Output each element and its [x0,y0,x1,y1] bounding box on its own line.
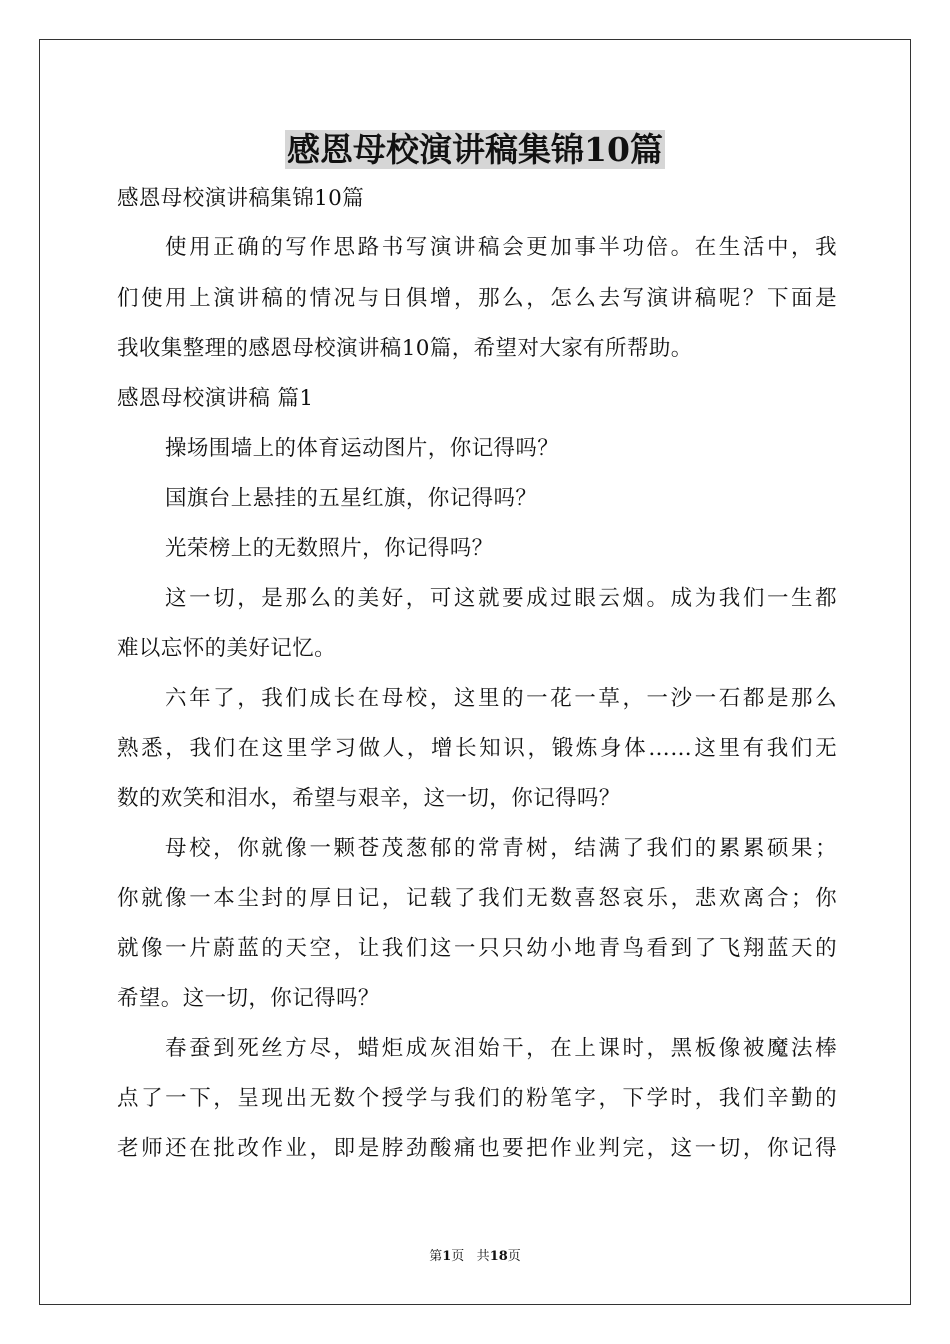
text-line: 难以忘怀的美好记忆。 [117,636,337,661]
footer-total-number: 18 [489,1249,508,1264]
footer-page-prefix: 第 [429,1249,443,1264]
page-footer [0,1248,950,1266]
footer-total-suffix: 页 [507,1249,521,1264]
text-line: 数的欢笑和泪水，希望与艰辛，这一切，你记得吗？ [117,786,621,811]
footer-page-suffix: 页 [451,1249,465,1264]
text-line: 春蚕到死丝方尽，蜡炬成灰泪始干，在上课时，黑板像被魔法棒 [165,1036,837,1061]
text-line: 感恩母校演讲稿 篇1 [117,386,314,411]
text-line: 老师还在批改作业，即是脖劲酸痛也要把作业判完，这一切，你记得 [117,1136,837,1161]
text-line: 就像一片蔚蓝的天空，让我们这一只只幼小地青鸟看到了飞翔蓝天的 [117,936,837,961]
text-line: 母校，你就像一颗苍茂葱郁的常青树，结满了我们的累累硕果； [165,836,837,861]
text-line: 熟悉，我们在这里学习做人，增长知识，锻炼身体……这里有我们无 [117,736,837,761]
text-line: 操场围墙上的体育运动图片，你记得吗？ [165,436,560,461]
text-line: 你就像一本尘封的厚日记，记载了我们无数喜怒哀乐，悲欢离合；你 [117,886,837,911]
text-line: 光荣榜上的无数照片，你记得吗？ [165,536,494,561]
text-line: 我收集整理的感恩母校演讲稿10篇，希望对大家有所帮助。 [117,336,693,361]
footer-page-number: 1 [442,1249,452,1264]
document-title-text: 感恩母校演讲稿集锦10篇 [287,130,663,169]
text-line: 六年了，我们成长在母校，这里的一花一草，一沙一石都是那么 [165,686,837,711]
footer-total-prefix: 共 [476,1249,490,1264]
text-line: 们使用上演讲稿的情况与日俱增，那么，怎么去写演讲稿呢？下面是 [117,286,837,311]
text-line: 这一切，是那么的美好，可这就要成过眼云烟。成为我们一生都 [165,586,837,611]
text-line: 点了一下，呈现出无数个授学与我们的粉笔字，下学时，我们辛勤的 [117,1086,837,1111]
page-border [39,39,911,1305]
document-subtitle: 感恩母校演讲稿集锦10篇 [117,186,365,211]
text-line: 国旗台上悬挂的五星红旗，你记得吗？ [165,486,538,511]
text-line: 使用正确的写作思路书写演讲稿会更加事半功倍。在生活中，我 [165,235,837,260]
text-line: 希望。这一切，你记得吗？ [117,986,380,1011]
document-title [0,128,950,172]
